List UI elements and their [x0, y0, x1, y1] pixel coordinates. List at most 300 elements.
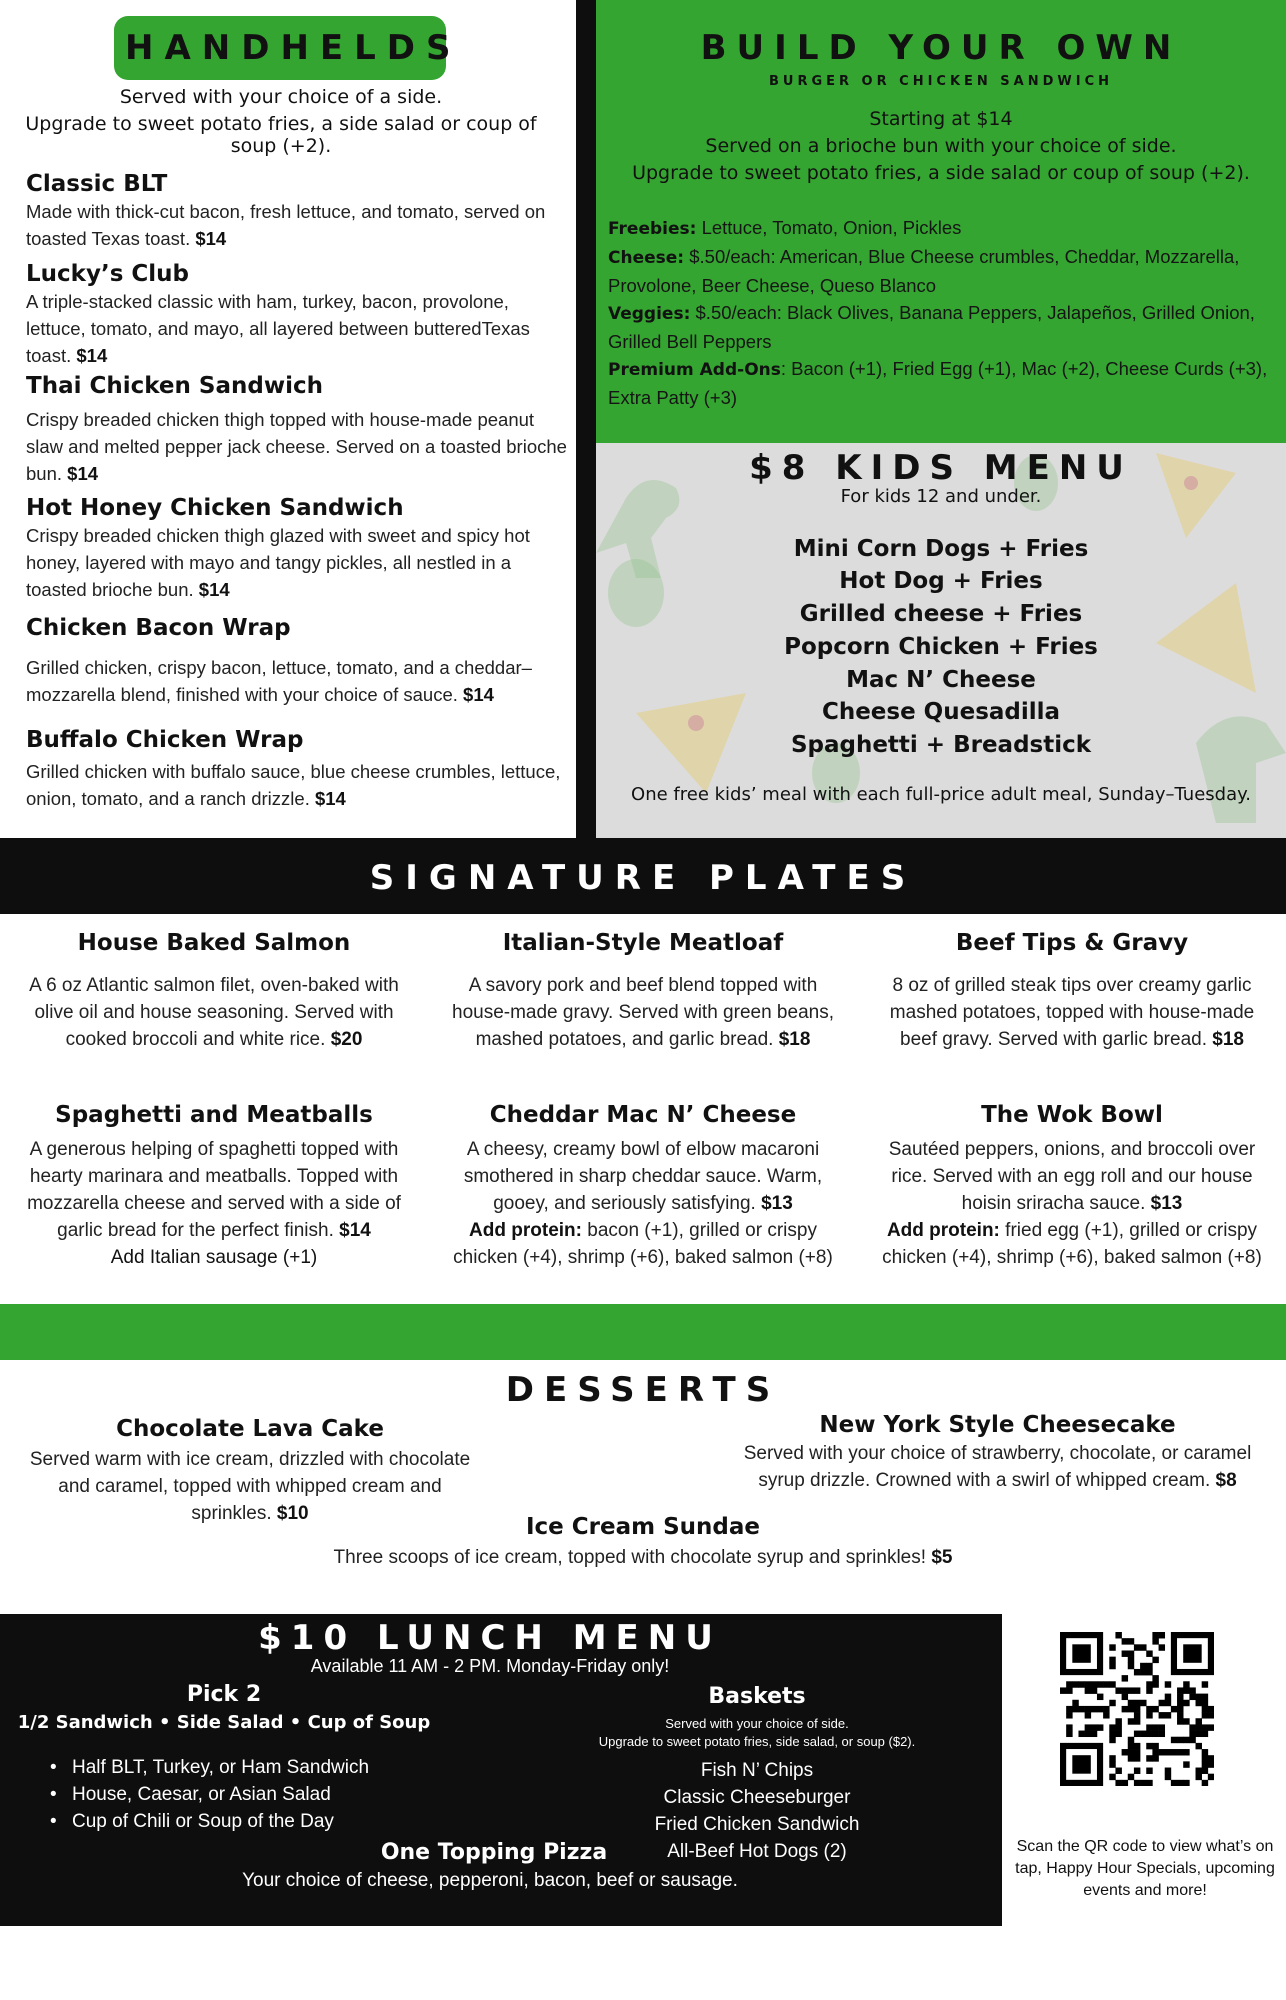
plate-name: Cheddar Mac N’ Cheese [489, 1102, 797, 1128]
qr-module [1171, 1706, 1177, 1712]
menu-item-price: $14 [463, 684, 494, 705]
qr-module [1177, 1780, 1183, 1786]
qr-module [1134, 1718, 1140, 1724]
dessert-ny-cheesecake [715, 1412, 1280, 1494]
qr-module [1196, 1768, 1202, 1774]
qr-module [1128, 1706, 1134, 1712]
qr-module [1146, 1669, 1152, 1675]
plate-description [858, 1136, 1286, 1217]
qr-module [1165, 1774, 1171, 1780]
menu-item-price: $14 [195, 228, 227, 249]
qr-module [1202, 1731, 1208, 1737]
qr-module [1171, 1749, 1177, 1755]
qr-module [1177, 1687, 1183, 1693]
qr-module [1122, 1638, 1128, 1644]
add-protein-label: Add protein: [886, 1220, 1000, 1241]
menu-item-classic-blt [26, 170, 572, 252]
handhelds-title: HANDHELDS [125, 28, 462, 68]
qr-module [1066, 1706, 1072, 1712]
build-your-own-subtitle: BURGER OR CHICKEN SANDWICH [769, 74, 1113, 89]
qr-module [1078, 1681, 1084, 1687]
qr-module [1177, 1694, 1183, 1700]
qr-module [1152, 1749, 1158, 1755]
menu-item-desc-text: Grilled chicken with buffalo sauce, blue cheese crumbles, lettuce, onion, tomato, and a ranch drizzle. [26, 761, 561, 809]
qr-module [1109, 1724, 1115, 1730]
plate-add-on: Add Italian sausage (+1) [110, 1247, 318, 1268]
dessert-name: New York Style Cheesecake [819, 1412, 1176, 1438]
plate-price: $20 [330, 1029, 363, 1050]
qr-module [1196, 1731, 1202, 1737]
menu-item-description [26, 288, 572, 369]
qr-module [1196, 1743, 1202, 1749]
qr-module [1165, 1712, 1171, 1718]
option-text: : Bacon (+1), Fried Egg (+1), Mac (+2), Cheese Curds (+3), Extra Patty (+3) [608, 358, 1268, 408]
qr-module [1159, 1712, 1165, 1718]
build-your-own-price: Starting at $14 [869, 108, 1013, 130]
option-label: Premium Add-Ons [608, 360, 781, 380]
menu-item-price: $14 [198, 579, 230, 600]
pizza-title: One Topping Pizza [380, 1840, 608, 1865]
plate-price: $18 [1212, 1029, 1244, 1050]
qr-code-note: Scan the QR code to view what’s on tap, Happy Hour Specials, upcoming events and more! [1015, 1838, 1275, 1899]
kids-menu-subtitle: For kids 12 and under. [840, 486, 1042, 507]
option-premium-add-ons [608, 355, 1280, 411]
qr-module [1134, 1743, 1140, 1749]
qr-module [1146, 1724, 1152, 1730]
menu-item-desc-text: Made with thick-cut bacon, fresh lettuce, and tomato, served on toasted Texas toast. [26, 201, 546, 249]
plate-price: $14 [339, 1220, 371, 1241]
qr-module [1091, 1687, 1097, 1693]
qr-module [1196, 1724, 1202, 1730]
qr-module [1078, 1731, 1084, 1737]
qr-module [1189, 1694, 1195, 1700]
plate-wok-bowl [858, 1100, 1286, 1271]
build-your-own-options [608, 214, 1280, 411]
kids-item: Hot Dog + Fries [839, 568, 1043, 594]
qr-module [1177, 1700, 1183, 1706]
qr-module [1128, 1638, 1134, 1644]
qr-module [1183, 1681, 1189, 1687]
plate-name: Italian-Style Meatloaf [502, 930, 784, 956]
qr-module [1115, 1724, 1121, 1730]
list-item: • Cup of Chili or Soup of the Day [72, 1808, 472, 1835]
kids-item: Cheese Quesadilla [821, 699, 1061, 725]
qr-module [1122, 1780, 1128, 1786]
basket-item: Classic Cheeseburger [663, 1787, 851, 1808]
menu-item-price: $14 [314, 788, 346, 809]
qr-module [1196, 1700, 1202, 1706]
qr-module [1134, 1669, 1140, 1675]
qr-module [1091, 1731, 1097, 1737]
qr-module [1128, 1749, 1134, 1755]
dessert-price: $10 [276, 1503, 309, 1524]
qr-module [1085, 1731, 1091, 1737]
qr-module [1152, 1681, 1158, 1687]
qr-module [1091, 1706, 1097, 1712]
qr-module [1097, 1724, 1103, 1730]
menu-item-hot-honey-chicken [26, 494, 572, 603]
kids-item: Popcorn Chicken + Fries [784, 634, 1098, 660]
kids-item: Spaghetti + Breadstick [790, 732, 1092, 758]
qr-module [1128, 1657, 1134, 1663]
qr-module [1115, 1731, 1121, 1737]
qr-module [1189, 1687, 1195, 1693]
menu-item-description [26, 522, 572, 603]
pick2-list [72, 1754, 472, 1835]
handhelds-upgrade-note: Upgrade to sweet potato fries, a side salad or coup of soup (+2). [25, 113, 537, 157]
desserts-title: DESSERTS [505, 1370, 781, 1410]
qr-module [1085, 1712, 1091, 1718]
qr-module [1202, 1755, 1208, 1761]
list-item: • House, Caesar, or Asian Salad [72, 1781, 472, 1808]
menu-item-price: $14 [67, 463, 99, 484]
qr-module [1177, 1749, 1183, 1755]
qr-module [1152, 1638, 1158, 1644]
qr-module [1177, 1712, 1183, 1718]
qr-module [1128, 1663, 1134, 1669]
qr-module [1146, 1780, 1152, 1786]
plate-description [429, 972, 857, 1053]
menu-item-name: Lucky’s Club [26, 261, 189, 287]
qr-module [1091, 1724, 1097, 1730]
menu-item-buffalo-chicken-wrap [26, 726, 572, 812]
qr-module [1146, 1681, 1152, 1687]
qr-module [1140, 1731, 1146, 1737]
lunch-availability: Available 11 AM - 2 PM. Monday-Friday only! [310, 1656, 670, 1676]
build-your-own-upgrade-note: Upgrade to sweet potato fries, a side salad or coup of soup (+2). [632, 162, 1250, 184]
qr-module [1115, 1687, 1121, 1693]
qr-module [1091, 1681, 1097, 1687]
qr-module [1134, 1700, 1140, 1706]
kids-item: Mini Corn Dogs + Fries [793, 536, 1089, 562]
qr-module [1109, 1737, 1115, 1743]
qr-module [1202, 1706, 1208, 1712]
qr-module [1146, 1712, 1152, 1718]
plate-name: The Wok Bowl [981, 1102, 1163, 1128]
qr-module [1208, 1712, 1214, 1718]
option-label: Cheese: [608, 248, 685, 268]
qr-module [1128, 1700, 1134, 1706]
qr-module [1146, 1663, 1152, 1669]
qr-module [1165, 1694, 1171, 1700]
plate-desc-text: A cheesy, creamy bowl of elbow macaroni smothered in sharp cheddar sauce. Warm, gooey, and seriously satisfying. [463, 1139, 823, 1214]
list-item: • Half BLT, Turkey, or Ham Sandwich [72, 1754, 472, 1781]
option-cheese [608, 243, 1280, 299]
qr-module [1134, 1780, 1140, 1786]
pick2-title: Pick 2 [186, 1682, 262, 1707]
menu-item-name: Thai Chicken Sandwich [26, 373, 323, 399]
qr-module [1152, 1731, 1158, 1737]
plate-price: $13 [761, 1193, 793, 1214]
qr-module [1152, 1675, 1158, 1681]
qr-module [1115, 1780, 1121, 1786]
qr-module [1165, 1749, 1171, 1755]
menu-item-luckys-club [26, 260, 572, 369]
vertical-divider [576, 0, 596, 838]
qr-module [1146, 1687, 1152, 1693]
qr-module [1109, 1700, 1115, 1706]
qr-module [1097, 1681, 1103, 1687]
plate-description [0, 972, 428, 1053]
qr-module [1202, 1700, 1208, 1706]
qr-module [1202, 1749, 1208, 1755]
qr-module [1115, 1632, 1121, 1638]
qr-module [1183, 1700, 1189, 1706]
pizza-description: Your choice of cheese, pepperoni, bacon, beef or sausage. [242, 1870, 738, 1891]
baskets-side-note: Served with your choice of side. [665, 1716, 849, 1731]
qr-module [1134, 1712, 1140, 1718]
qr-module [1103, 1681, 1109, 1687]
qr-module [1097, 1694, 1103, 1700]
qr-module [1140, 1644, 1146, 1650]
qr-module [1140, 1669, 1146, 1675]
qr-module [1128, 1755, 1134, 1761]
baskets-upgrade-note: Upgrade to sweet potato fries, side salad, or soup ($2). [598, 1734, 916, 1749]
qr-module [1122, 1650, 1128, 1656]
qr-module [1196, 1718, 1202, 1724]
qr-module [1134, 1706, 1140, 1712]
menu-item-name: Hot Honey Chicken Sandwich [26, 495, 404, 521]
lunch-menu-title: $10 LUNCH MENU [258, 1618, 722, 1658]
qr-module [1159, 1724, 1165, 1730]
option-text: $.50/each: American, Blue Cheese crumbles, Cheddar, Mozzarella, Provolone, Beer Cheese, Queso Blanco [608, 246, 1240, 296]
qr-module [1202, 1694, 1208, 1700]
plate-desc-text: A generous helping of spaghetti topped with hearty marinara and meatballs. Topped with mozzarella cheese and served with a side of garlic bread for the perfect finish. [27, 1139, 401, 1241]
qr-module [1183, 1749, 1189, 1755]
dessert-description [715, 1440, 1280, 1494]
plate-description [0, 1136, 428, 1244]
qr-module [1085, 1706, 1091, 1712]
plate-price: $18 [778, 1029, 811, 1050]
menu-item-name: Buffalo Chicken Wrap [26, 727, 304, 753]
dessert-name: Ice Cream Sundae [525, 1514, 760, 1540]
menu-item-description [26, 654, 572, 708]
qr-module [1109, 1731, 1115, 1737]
qr-module [1078, 1706, 1084, 1712]
signature-plates-title: SIGNATURE PLATES [369, 858, 917, 898]
option-freebies [608, 214, 1280, 243]
qr-finder-pattern [1072, 1755, 1090, 1773]
plate-description [429, 1136, 857, 1217]
qr-module [1208, 1761, 1214, 1767]
qr-module [1140, 1700, 1146, 1706]
menu-item-thai-chicken [26, 372, 572, 487]
qr-module [1159, 1731, 1165, 1737]
basket-item: Fish N’ Chips [700, 1760, 814, 1781]
qr-module [1128, 1737, 1134, 1743]
option-text: $.50/each: Black Olives, Banana Peppers, Jalapeños, Grilled Onion, Grilled Bell Peppers [608, 302, 1255, 352]
green-divider-bar [0, 1304, 1286, 1360]
qr-module [1208, 1724, 1214, 1730]
qr-module [1146, 1768, 1152, 1774]
plate-add-protein [429, 1217, 857, 1271]
qr-module [1066, 1712, 1072, 1718]
qr-module [1202, 1681, 1208, 1687]
qr-module [1109, 1681, 1115, 1687]
qr-module [1072, 1706, 1078, 1712]
qr-module [1152, 1706, 1158, 1712]
qr-module [1183, 1687, 1189, 1693]
plate-spaghetti-meatballs [0, 1100, 428, 1271]
plate-add-protein [858, 1217, 1286, 1271]
qr-module [1134, 1644, 1140, 1650]
qr-module [1146, 1731, 1152, 1737]
qr-module [1115, 1718, 1121, 1724]
baskets-title: Baskets [708, 1684, 806, 1709]
add-protein-text: bacon (+1), grilled or crispy chicken (+4), shrimp (+6), baked salmon (+8) [453, 1220, 833, 1268]
qr-module [1159, 1632, 1165, 1638]
basket-item: All-Beef Hot Dogs (2) [667, 1841, 847, 1862]
menu-item-name: Classic BLT [26, 171, 168, 197]
qr-module [1140, 1663, 1146, 1669]
qr-module [1189, 1737, 1195, 1743]
dessert-desc-text: Served with your choice of strawberry, chocolate, or caramel syrup drizzle. Crowned with a swirl of whipped cream. [743, 1443, 1252, 1491]
qr-module [1183, 1780, 1189, 1786]
plate-name: Spaghetti and Meatballs [55, 1102, 373, 1128]
dessert-desc-text: Served warm with ice cream, drizzled with chocolate and caramel, topped with whipped cream and sprinkles. [29, 1449, 471, 1524]
qr-module [1115, 1768, 1121, 1774]
qr-module [1202, 1768, 1208, 1774]
qr-module [1202, 1724, 1208, 1730]
dessert-price: $5 [931, 1547, 953, 1568]
add-protein-label: Add protein: [469, 1220, 582, 1241]
dessert-chocolate-lava-cake [0, 1416, 500, 1527]
plate-name: House Baked Salmon [77, 930, 351, 956]
qr-module [1152, 1657, 1158, 1663]
qr-module [1066, 1687, 1072, 1693]
menu-item-description [26, 758, 572, 812]
qr-module [1109, 1774, 1115, 1780]
plate-italian-meatloaf [429, 928, 857, 1053]
qr-module [1152, 1755, 1158, 1761]
qr-module [1208, 1706, 1214, 1712]
qr-code-icon[interactable] [1060, 1632, 1214, 1786]
qr-module [1134, 1768, 1140, 1774]
dessert-description [0, 1544, 1286, 1571]
qr-module [1122, 1675, 1128, 1681]
qr-module [1097, 1706, 1103, 1712]
qr-module [1208, 1774, 1214, 1780]
qr-module [1189, 1731, 1195, 1737]
qr-module [1171, 1780, 1177, 1786]
dessert-price: $8 [1215, 1470, 1237, 1491]
qr-module [1202, 1761, 1208, 1767]
qr-module [1196, 1694, 1202, 1700]
qr-module [1159, 1644, 1165, 1650]
qr-module [1183, 1761, 1189, 1767]
qr-module [1103, 1706, 1109, 1712]
qr-module [1146, 1743, 1152, 1749]
qr-code-graphic [1060, 1632, 1214, 1786]
kids-item: Mac N’ Cheese [846, 667, 1036, 693]
qr-module [1128, 1774, 1134, 1780]
menu-item-description [26, 198, 572, 252]
qr-module [1146, 1650, 1152, 1656]
qr-module [1165, 1768, 1171, 1774]
plate-price: $13 [1150, 1193, 1183, 1214]
qr-module [1183, 1718, 1189, 1724]
menu-item-price: $14 [76, 345, 108, 366]
qr-module [1066, 1731, 1072, 1737]
menu-item-desc-text: A triple-stacked classic with ham, turkey, bacon, provolone, lettuce, tomato, and mayo, all layered between butteredTexas toast. [26, 291, 530, 366]
kids-menu-note: One free kids’ meal with each full-price adult meal, Sunday–Tuesday. [631, 784, 1251, 805]
qr-module [1165, 1700, 1171, 1706]
qr-module [1152, 1632, 1158, 1638]
qr-finder-pattern [1183, 1644, 1201, 1662]
menu-item-chicken-bacon-wrap [26, 614, 572, 708]
qr-module [1146, 1706, 1152, 1712]
option-veggies [608, 299, 1280, 355]
qr-module [1146, 1755, 1152, 1761]
kids-menu-title: $8 KIDS MENU [749, 448, 1133, 488]
option-text: Lettuce, Tomato, Onion, Pickles [701, 217, 962, 238]
qr-module [1128, 1687, 1134, 1693]
dessert-name: Chocolate Lava Cake [116, 1416, 384, 1442]
qr-module [1202, 1780, 1208, 1786]
qr-module [1165, 1681, 1171, 1687]
qr-module [1060, 1687, 1066, 1693]
qr-module [1109, 1657, 1115, 1663]
qr-module [1066, 1681, 1072, 1687]
plate-desc-text: A savory pork and beef blend topped with house-made gravy. Served with green beans, mashed potatoes, and garlic bread. [452, 975, 834, 1050]
plate-beef-tips-gravy [858, 928, 1286, 1053]
build-your-own-bun-note: Served on a brioche bun with your choice of side. [705, 135, 1177, 157]
qr-module [1177, 1737, 1183, 1743]
qr-module [1072, 1700, 1078, 1706]
qr-module [1122, 1749, 1128, 1755]
qr-module [1085, 1724, 1091, 1730]
basket-item: Fried Chicken Sandwich [654, 1814, 860, 1835]
dessert-desc-text: Three scoops of ice cream, topped with chocolate syrup and sprinkles! [333, 1547, 927, 1568]
build-your-own-title: BUILD YOUR OWN [700, 28, 1182, 68]
dessert-ice-cream-sundae [0, 1514, 1286, 1571]
qr-module [1152, 1743, 1158, 1749]
qr-module [1171, 1737, 1177, 1743]
qr-module [1066, 1724, 1072, 1730]
qr-module [1128, 1650, 1134, 1656]
kids-item: Grilled cheese + Fries [799, 601, 1083, 627]
qr-module [1134, 1755, 1140, 1761]
qr-module [1196, 1774, 1202, 1780]
qr-finder-pattern [1072, 1644, 1090, 1662]
qr-module [1177, 1718, 1183, 1724]
qr-module [1134, 1749, 1140, 1755]
plate-house-baked-salmon [0, 928, 428, 1053]
qr-module [1202, 1712, 1208, 1718]
qr-module [1109, 1761, 1115, 1767]
plate-desc-text: A 6 oz Atlantic salmon filet, oven-baked with olive oil and house seasoning. Served with cooked broccoli and white rice. [29, 975, 399, 1050]
qr-module [1189, 1724, 1195, 1730]
qr-module [1109, 1644, 1115, 1650]
qr-module [1159, 1749, 1165, 1755]
qr-module [1085, 1681, 1091, 1687]
qr-module [1109, 1755, 1115, 1761]
option-label: Freebies: [608, 219, 697, 239]
menu-item-description [26, 406, 572, 487]
plate-description [858, 972, 1286, 1053]
add-protein-text: fried egg (+1), grilled or crispy chicken (+4), shrimp (+6), baked salmon (+8) [882, 1220, 1262, 1268]
handhelds-subtitle: Served with your choice of a side. [119, 86, 443, 108]
pick2-subtitle: 1/2 Sandwich • Side Salad • Cup of Soup [17, 1712, 431, 1733]
menu-item-name: Chicken Bacon Wrap [26, 615, 291, 641]
qr-module [1152, 1724, 1158, 1730]
qr-module [1128, 1743, 1134, 1749]
plate-desc-text: Sautéed peppers, onions, and broccoli over rice. Served with an egg roll and our house hoisin sriracha sauce. [888, 1139, 1256, 1214]
qr-module [1122, 1687, 1128, 1693]
qr-module [1134, 1687, 1140, 1693]
menu-item-desc-text: Crispy breaded chicken thigh topped with house-made peanut slaw and melted pepper jack cheese. Served on a toasted brioche bun. [26, 409, 567, 484]
menu-item-desc-text: Grilled chicken, crispy bacon, lettuce, tomato, and a cheddar–mozzarella blend, finished with your choice of sauce. [26, 657, 532, 705]
